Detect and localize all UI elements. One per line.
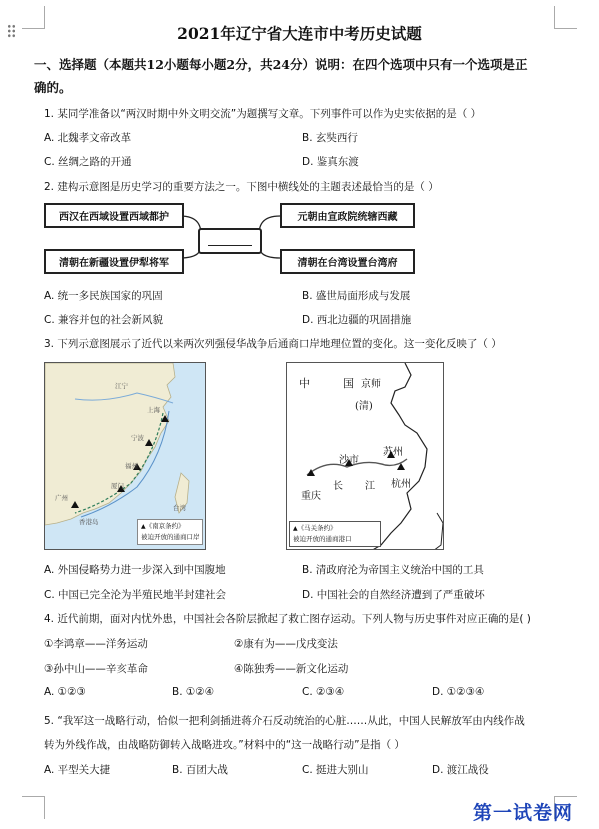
question-5-stem: 5. “我军这一战略行动，恰似一把利剑插进蒋介石反动统治的心脏……从此，中国人民解放军由内线作战	[44, 715, 525, 727]
map2-legend-title: 《马关条约》	[297, 524, 337, 532]
q2-option-b: B. 盛世局面形成与发展	[302, 290, 411, 302]
map1-legend-title: 《南京条约》	[145, 522, 185, 530]
q4-option-d: D. ①②③④	[432, 686, 485, 698]
corner-mark-bottom-left	[22, 796, 45, 819]
q1-option-c: C. 丝绸之路的开通	[44, 156, 132, 168]
map1-label-guangzhou: 广州	[55, 494, 68, 502]
map1-label-hongkong: 香港岛	[79, 518, 99, 526]
map1-label-jiangning: 江宁	[115, 382, 128, 390]
map2-label-hangzhou: 杭州	[391, 479, 411, 490]
map2-label-chongqing: 重庆	[301, 491, 321, 502]
watermark-logo: 第一试卷网	[472, 802, 573, 824]
q3-option-b: B. 清政府沦为帝国主义统治中国的工具	[302, 564, 484, 576]
question-5-stem-cont: 转为外线作战，由战略防御转入战略进攻。”材料中的“这一战略行动”是指（ ）	[44, 739, 405, 751]
q3-option-c: C. 中国已完全沦为半殖民地半封建社会	[44, 589, 227, 601]
map2-legend: ▲《马关条约》 被迫开放的通商港口	[289, 521, 381, 547]
question-1-stem: 1. 某同学准备以“两汉时期中外文明交流”为题撰写文章。下列事件可以作为史实依据的是（ ）	[44, 108, 482, 120]
map2-label-jiang: 江	[365, 481, 375, 492]
map2-label-guo: 国	[343, 377, 354, 390]
map1-label-xiamen: 厦门	[111, 482, 124, 490]
q2-option-c: C. 兼容并包的社会新风貌	[44, 314, 164, 326]
q4-item-3: ③孙中山——辛亥革命	[44, 663, 148, 675]
question-4-stem: 4. 近代前期，面对内忧外患，中国社会各阶层掀起了救亡图存运动。下列人物与历史事件对应正确的是( )	[44, 613, 531, 625]
q4-option-b: B. ①②④	[172, 686, 215, 698]
map1-label-fuzhou: 福州	[125, 462, 138, 470]
q5-option-a: A. 平型关大捷	[44, 764, 111, 776]
map-shimonoseki-treaty	[286, 362, 444, 550]
diagram-box-qing-taiwan: 清朝在台湾设置台湾府	[280, 249, 415, 274]
q1-option-b: B. 玄奘西行	[302, 132, 358, 144]
map2-label-qing: (清)	[355, 401, 373, 412]
map2-label-chang: 长	[333, 481, 343, 492]
diagram-center-blank	[198, 228, 262, 254]
map-nanjing-treaty	[44, 362, 206, 550]
q1-option-d: D. 鉴真东渡	[302, 156, 359, 168]
diagram-box-yuan: 元朝由宣政院统辖西藏	[280, 203, 415, 228]
q4-option-a: A. ①②③	[44, 686, 86, 698]
q5-option-b: B. 百团大战	[172, 764, 228, 776]
map1-label-shanghai: 上海	[147, 406, 160, 414]
q3-option-d: D. 中国社会的自然经济遭到了严重破坏	[302, 589, 485, 601]
q2-option-d: D. 西北边疆的巩固措施	[302, 314, 412, 326]
map1-label-ningbo: 宁波	[131, 434, 144, 442]
q3-option-a: A. 外国侵略势力进一步深入到中国腹地	[44, 564, 226, 576]
map2-label-zhong: 中	[299, 377, 310, 390]
diagram-box-western-han: 西汉在西域设置西域都护	[44, 203, 184, 228]
map2-label-suzhou: 苏州	[383, 447, 403, 458]
q2-option-a: A. 统一多民族国家的巩固	[44, 290, 163, 302]
map2-legend-text: 被迫开放的通商港口	[293, 535, 352, 543]
q5-option-d: D. 渡江战役	[432, 764, 489, 776]
map2-label-jingshi: 京师	[361, 379, 381, 390]
map1-legend: ▲《南京条约》 被迫开放的通商口岸	[137, 519, 203, 545]
map2-label-shashi: 沙市	[339, 455, 359, 466]
map1-legend-text: 被迫开放的通商口岸	[141, 533, 200, 541]
q4-option-c: C. ②③④	[302, 686, 345, 698]
q1-option-a: A. 北魏孝文帝改革	[44, 132, 132, 144]
question-2-stem: 2. 建构示意图是历史学习的重要方法之一。下图中横线处的主题表述最恰当的是（ ）	[44, 181, 439, 193]
map1-label-taiwan: 台湾	[173, 504, 186, 512]
section-heading-cont: 确的。	[34, 80, 72, 95]
q4-item-2: ②康有为——戊戌变法	[234, 638, 338, 650]
question-3-stem: 3. 下列示意图展示了近代以来两次列强侵华战争后通商口岸地理位置的变化。这一变化反映了（ ）	[44, 338, 502, 350]
q4-item-4: ④陈独秀——新文化运动	[234, 663, 349, 675]
section-heading: 一、选择题（本题共12小题每小题2分，共24分）说明：在四个选项中只有一个选项是正	[34, 57, 528, 72]
q5-option-c: C. 挺进大别山	[302, 764, 369, 776]
diagram-box-qing-xinjiang: 清朝在新疆设置伊犁将军	[44, 249, 184, 274]
page-title: 2021年辽宁省大连市中考历史试题	[177, 24, 422, 43]
q4-item-1: ①李鸿章——洋务运动	[44, 638, 148, 650]
